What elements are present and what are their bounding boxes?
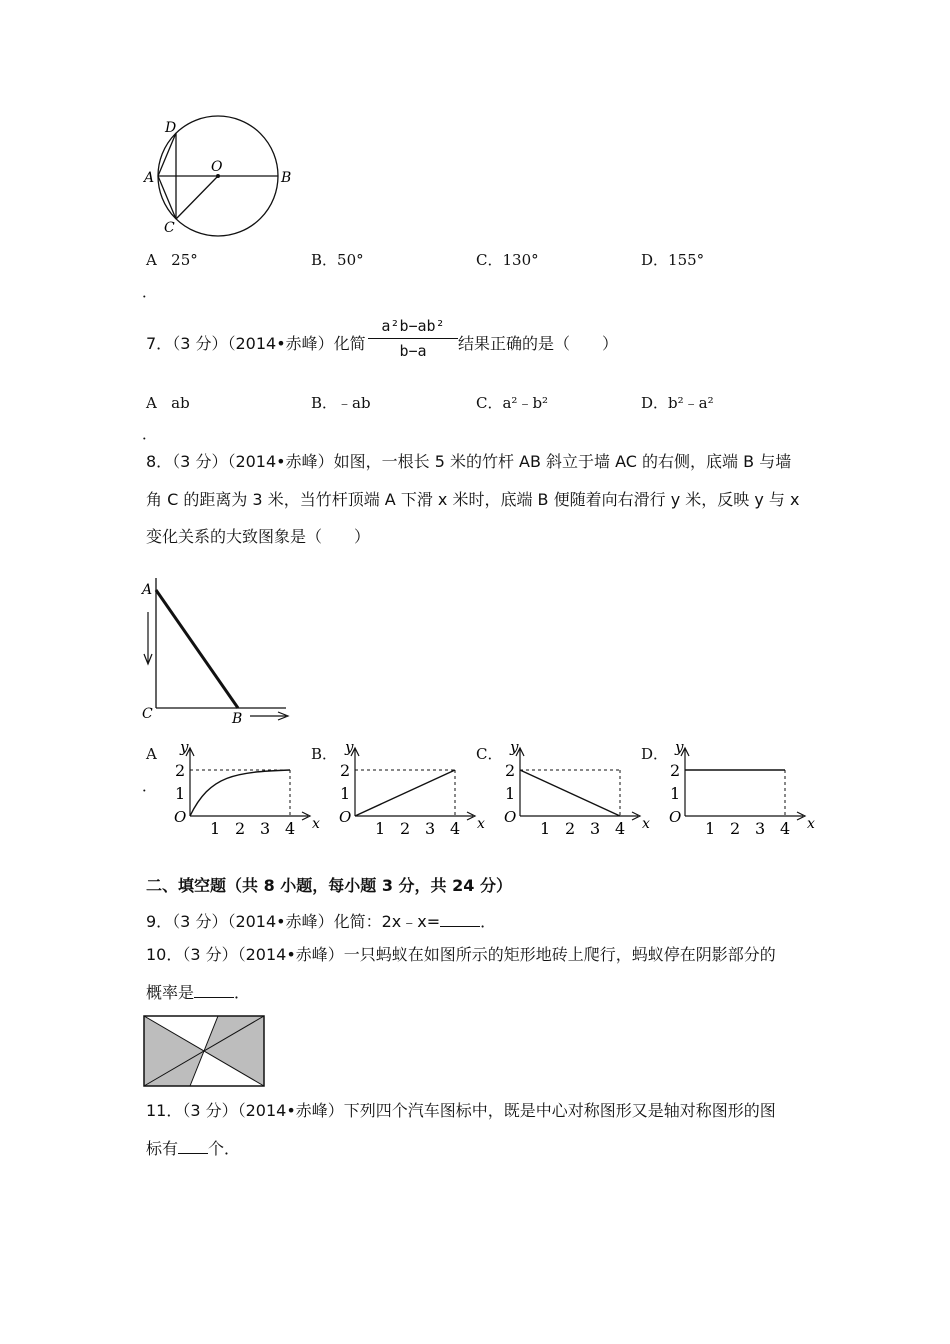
fraction-numerator: a²b−ab² [381,317,445,335]
option-letter: C． [476,394,503,412]
y-tick-label: 2 [340,761,351,780]
q7-number: 7． [146,334,173,353]
q6-dot: ． [142,283,158,301]
q8-option-d-letter: D． [641,745,669,763]
origin-label: O [174,808,187,826]
label-c: C [164,220,175,236]
q6-option-d [641,250,704,270]
x-tick-label: 1 [705,819,716,838]
x-tick-label: 3 [590,819,601,838]
q8-graph-a [170,736,320,838]
fraction-denominator: b−a [399,342,427,360]
q10-stem-line2 [146,983,250,1003]
q8-option-a-letter: A [146,745,157,763]
x-axis-label: x [642,816,650,832]
q11-answer-blank[interactable] [178,1139,208,1154]
option-value: 130° [502,251,539,269]
graph-curve [190,770,290,816]
q11-stem-line1: 11．（3 分）（2014•赤峰）下列四个汽车图标中，既是中心对称图形又是轴对称图形的图 [146,1101,776,1120]
origin-label: O [504,808,517,826]
y-tick-label: 2 [175,761,186,780]
q7-stem [146,334,366,354]
chord-ac [158,176,176,219]
q8-option-c-letter: C． [476,745,503,763]
q6-option-b [311,250,364,270]
y-tick-label: 2 [670,761,681,780]
x-tick-label: 2 [235,819,246,838]
y-tick-label: 1 [340,784,351,803]
chord-ad [158,133,176,176]
x-tick-label: 4 [615,819,626,838]
option-value: ab [171,394,190,412]
label-b: B [281,170,292,186]
option-letter: B． [311,394,338,412]
x-tick-label: 2 [730,819,741,838]
x-tick-label: 1 [540,819,551,838]
x-tick-label: 1 [210,819,221,838]
option-value: 25° [171,251,198,269]
origin-label: O [339,808,352,826]
q10-text: 概率是 [146,983,195,1002]
x-tick-label: 2 [565,819,576,838]
option-letter: B． [311,251,338,269]
label-d: D [165,120,177,136]
q8-stem-line2: 角 C 的距离为 3 米，当竹杆顶端 A 下滑 x 米时，底端 B 便随着向右滑行 y 米，反映 y 与 x [146,490,800,509]
q6-option-c [476,250,539,270]
x-tick-label: 3 [755,819,766,838]
section-title: 二、填空题（共 8 小题，每小题 3 分，共 24 分） [146,876,512,895]
option-letter: A [146,251,157,269]
q8-option-b-letter: B． [311,745,338,763]
q7-score: （3 分） [172,334,228,353]
x-tick-label: 3 [260,819,271,838]
q9-text: 9．（3 分）（2014•赤峰）化简：2x﹣x= [146,912,441,931]
q8-ladder-figure [138,570,298,730]
y-tick-label: 1 [670,784,681,803]
graph-curve [520,770,620,816]
q8-graph-d [665,736,815,838]
q8-stem-line3: 变化关系的大致图象是（ ） [146,527,371,546]
y-tick-label: 1 [505,784,516,803]
q10-tile-figure [142,1014,266,1088]
ladder-ab [156,590,238,708]
q11-text: 标有 [146,1139,179,1158]
option-value: 155° [668,251,705,269]
q9-stem [146,912,496,932]
q10-answer-blank[interactable] [194,983,234,998]
option-value: a²﹣b² [502,394,549,412]
y-axis-label: y [675,738,684,756]
x-tick-label: 4 [780,819,791,838]
option-letter: D． [641,251,669,269]
q9-end: ． [480,912,497,931]
fraction-bar [368,338,458,339]
q7-option-d [641,393,714,413]
y-axis-label: y [180,738,189,756]
radius-oc [176,176,218,219]
x-tick-label: 1 [375,819,386,838]
option-letter: D． [641,394,669,412]
q11-stem-line2 [146,1139,240,1159]
label-b: B [232,711,243,727]
q6-circle-figure [140,112,300,237]
q7-stem-tail: 结果正确的是（ ） [458,334,619,353]
x-axis-label: x [477,816,485,832]
y-axis-label: y [510,738,519,756]
q6-option-a [146,250,198,270]
origin-label: O [669,808,682,826]
x-axis-label: x [312,816,320,832]
q8-option-a-dot: ． [142,777,158,795]
x-tick-label: 3 [425,819,436,838]
x-tick-label: 2 [400,819,411,838]
q8-stem-line1: 8．（3 分）（2014•赤峰）如图，一根长 5 米的竹杆 AB 斜立于墙 AC 的右侧，底端 B 与墙 [146,452,792,471]
label-a: A [144,170,155,186]
option-letter: C． [476,251,503,269]
q8-graph-b [335,736,485,838]
graph-curve [355,770,455,816]
label-o: O [211,159,223,175]
q10-end: ． [234,983,251,1002]
q10-stem-line1: 10．（3 分）（2014•赤峰）一只蚂蚁在如图所示的矩形地砖上爬行，蚂蚁停在阴影部分的 [146,945,776,964]
label-a: A [142,582,153,598]
x-tick-label: 4 [450,819,461,838]
q7-dot: ． [142,425,158,443]
q9-answer-blank[interactable] [440,912,480,927]
q7-option-b [311,393,371,413]
label-c: C [142,706,153,722]
x-axis-label: x [807,816,815,832]
x-tick-label: 4 [285,819,296,838]
option-value: ﹣ab [337,394,371,412]
q7-fraction [368,316,458,361]
q7-option-c [476,393,548,413]
q8-graph-c [500,736,650,838]
y-tick-label: 2 [505,761,516,780]
y-axis-label: y [345,738,354,756]
y-tick-label: 1 [175,784,186,803]
option-letter: A [146,394,157,412]
q11-end: 个． [208,1139,241,1158]
q7-option-a [146,393,190,413]
q7-source: （2014•赤峰）化简 [227,334,366,353]
option-value: 50° [337,251,364,269]
option-value: b²﹣a² [668,394,714,412]
